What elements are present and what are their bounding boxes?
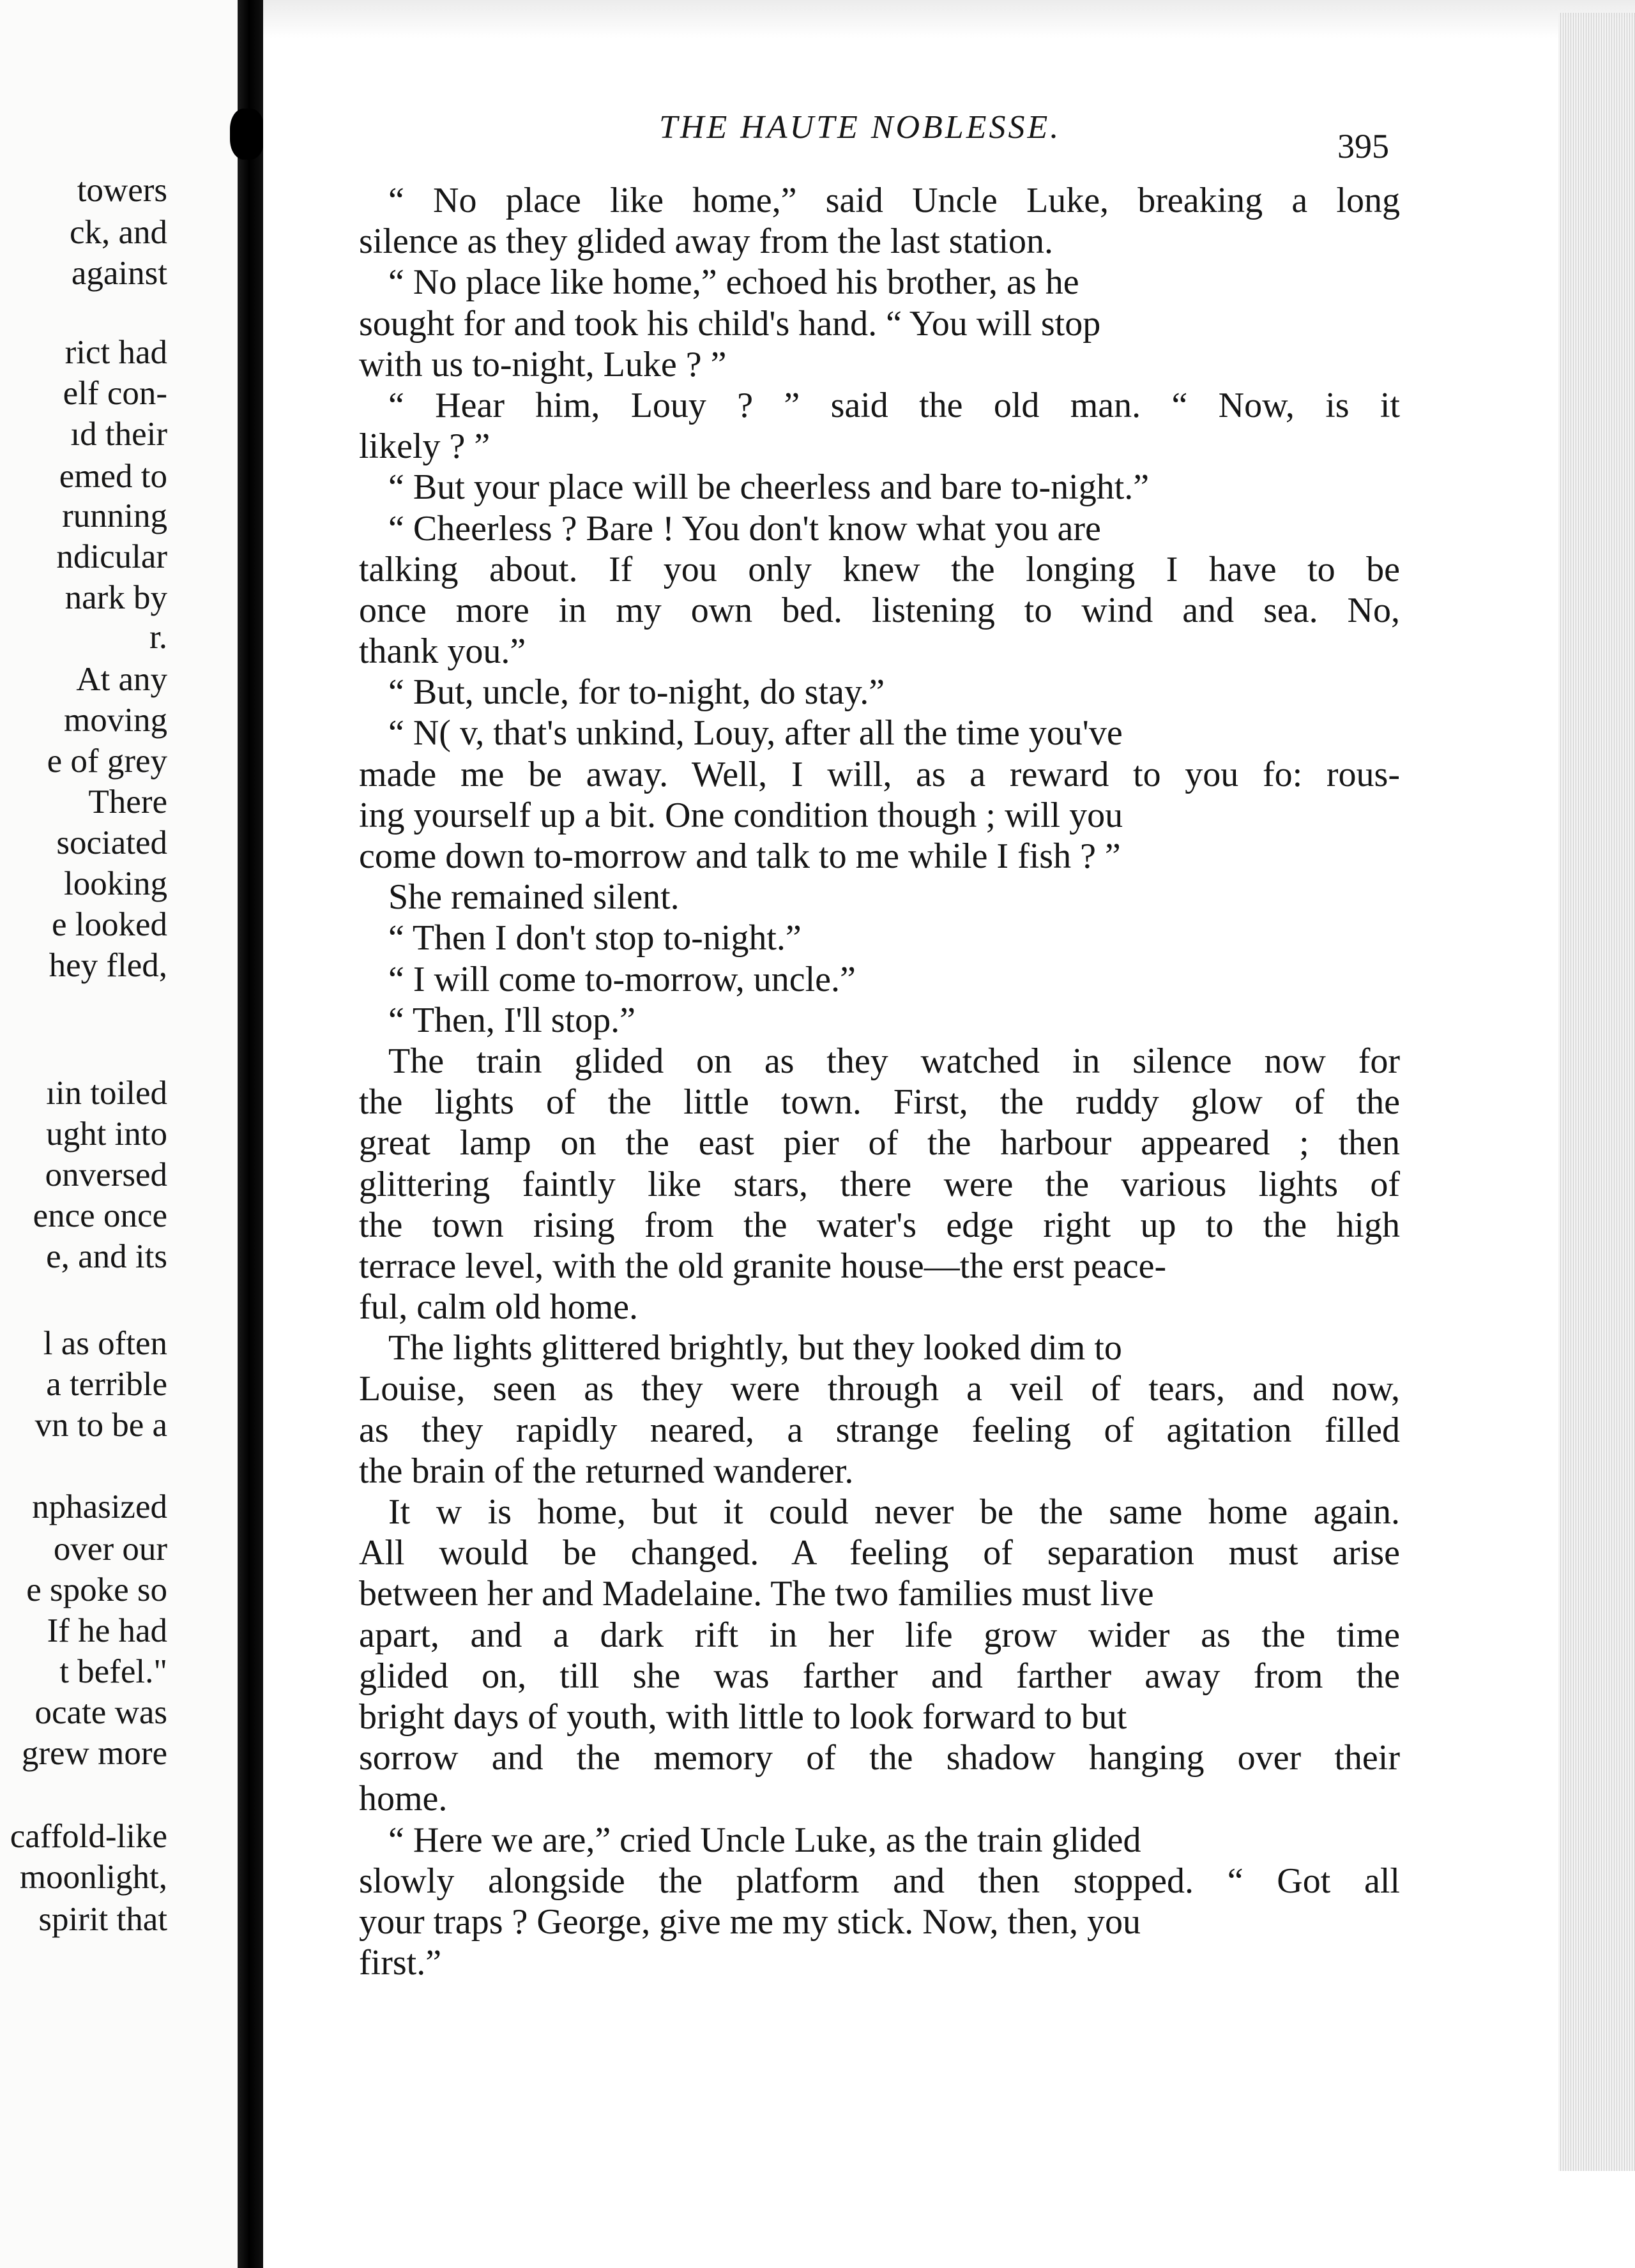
text-line: the brain of the returned wanderer. xyxy=(359,1451,854,1491)
text-line: “ Then, I'll stop.” xyxy=(388,1000,635,1040)
left-page-line: emed to xyxy=(59,458,167,495)
text-line: bright days of youth, with little to look forward to but xyxy=(359,1697,1127,1737)
left-page-line: ught into xyxy=(46,1115,167,1153)
page-number: 395 xyxy=(1337,127,1389,165)
left-page-line: moving xyxy=(64,702,167,739)
left-page-line: t befel." xyxy=(59,1653,167,1690)
text-line: thank you.” xyxy=(359,631,526,672)
text-line: great lamp on the east pier of the harbour appeared ; then xyxy=(359,1123,1400,1163)
text-line: “ Then I don't stop to-night.” xyxy=(388,918,802,958)
text-line: It w is home, but it could never be the same home again. xyxy=(388,1492,1400,1532)
left-page-line: ocate was xyxy=(34,1694,167,1731)
page-edges xyxy=(1558,13,1635,2171)
left-page-line: caffold-like xyxy=(10,1818,167,1855)
text-line: sought for and took his child's hand. “ You will stop xyxy=(359,303,1101,344)
left-page-line: sociated xyxy=(56,824,167,861)
text-line: “ N( v, that's unkind, Louy, after all the time you've xyxy=(388,713,1123,753)
left-page-line: looking xyxy=(64,865,167,902)
text-line: “ No place like home,” said Uncle Luke, breaking a long xyxy=(388,181,1400,220)
text-line: home. xyxy=(359,1779,448,1819)
text-line: “ No place like home,” echoed his brother, as he xyxy=(388,262,1079,303)
text-line: Louise, seen as they were through a veil of tears, and now, xyxy=(359,1369,1400,1409)
left-page-line: At any xyxy=(76,661,167,698)
left-page-line: elf con- xyxy=(63,375,167,412)
left-page-line: over our xyxy=(53,1531,167,1568)
left-page-line: ıd their xyxy=(70,416,167,453)
text-line: “ I will come to-morrow, uncle.” xyxy=(388,959,856,999)
left-page-line: grew more xyxy=(21,1735,167,1772)
text-line: apart, and a dark rift in her life grow wider as the time xyxy=(359,1615,1400,1655)
text-line: with us to-night, Luke ? ” xyxy=(359,344,727,384)
left-page-line: ck, and xyxy=(69,214,167,251)
left-page-line: e spoke so xyxy=(26,1571,167,1608)
text-line: your traps ? George, give me my stick. Now, then, you xyxy=(359,1901,1141,1942)
text-line: talking about. If you only knew the longing I have to be xyxy=(359,549,1400,589)
text-line: ful, calm old home. xyxy=(359,1287,639,1327)
text-line: “ Here we are,” cried Uncle Luke, as the train glided xyxy=(388,1820,1141,1860)
left-page-line: rict had xyxy=(65,334,167,371)
left-page-line: a terrible xyxy=(46,1366,167,1403)
page-top-shadow xyxy=(263,0,1635,38)
left-page-line: If he had xyxy=(47,1612,167,1649)
text-line: The lights glittered brightly, but they looked dim to xyxy=(388,1328,1122,1368)
left-page-line: against xyxy=(71,255,167,292)
text-line: glided on, till she was farther and farther away from the xyxy=(359,1656,1400,1696)
text-line: as they rapidly neared, a strange feeling of agitation filled xyxy=(359,1410,1400,1450)
right-page xyxy=(263,0,1635,2268)
text-line: glittering faintly like stars, there were the various lights of xyxy=(359,1164,1400,1204)
text-line: “ Cheerless ? Bare ! You don't know what you are xyxy=(388,508,1101,548)
left-page-line: There xyxy=(88,783,167,820)
text-line: ing yourself up a bit. One condition though ; will you xyxy=(359,795,1123,835)
text-line: between her and Madelaine. The two families must live xyxy=(359,1574,1154,1614)
left-page-line: onversed xyxy=(45,1156,167,1193)
text-line: “ But your place will be cheerless and bare to-night.” xyxy=(388,467,1150,508)
text-line: slowly alongside the platform and then stopped. “ Got all xyxy=(359,1861,1400,1901)
left-page-line: hey fled, xyxy=(49,947,167,984)
gutter-shadow xyxy=(230,109,264,160)
text-line: the town rising from the water's edge right up to the high xyxy=(359,1205,1400,1245)
text-line: silence as they glided away from the last station. xyxy=(359,222,1054,262)
left-page-line: e looked xyxy=(51,906,167,943)
left-page xyxy=(0,0,238,2268)
left-page-line: nark by xyxy=(65,579,167,616)
text-line: The train glided on as they watched in silence now for xyxy=(388,1041,1400,1081)
text-line: “ But, uncle, for to-night, do stay.” xyxy=(388,672,885,713)
left-page-line: r. xyxy=(149,619,167,656)
left-page-line: ndicular xyxy=(56,538,167,575)
text-line: sorrow and the memory of the shadow hanging over their xyxy=(359,1738,1400,1778)
text-line: terrace level, with the old granite house—the erst peace- xyxy=(359,1246,1167,1286)
text-line: likely ? ” xyxy=(359,427,490,467)
left-page-line: moonlight, xyxy=(19,1859,167,1896)
left-page-line: spirit that xyxy=(38,1901,167,1938)
text-line: come down to-morrow and talk to me while I fish ? ” xyxy=(359,836,1121,876)
running-head: THE HAUTE NOBLESSE. xyxy=(659,109,1061,146)
book-gutter xyxy=(238,0,263,2268)
text-line: made me be away. Well, I will, as a reward to you fo: rous- xyxy=(359,754,1400,794)
left-page-line: running xyxy=(62,497,167,534)
text-line: the lights of the little town. First, the ruddy glow of the xyxy=(359,1082,1400,1123)
left-page-line: l as often xyxy=(43,1325,167,1362)
text-line: All would be changed. A feeling of separation must arise xyxy=(359,1533,1400,1573)
left-page-line: ıin toiled xyxy=(46,1075,167,1112)
body-text xyxy=(359,180,1400,1983)
text-line: “ Hear him, Louy ? ” said the old man. “ Now, is it xyxy=(388,385,1400,425)
text-line: once more in my own bed. listening to wind and sea. No, xyxy=(359,590,1400,630)
left-page-line: ence once xyxy=(33,1197,167,1234)
text-line: first.” xyxy=(359,1943,442,1983)
left-page-line: e of grey xyxy=(47,743,167,780)
text-line: She remained silent. xyxy=(388,877,680,918)
left-page-line: vn to be a xyxy=(34,1407,167,1444)
left-page-line: e, and its xyxy=(46,1238,167,1275)
left-page-line: nphasized xyxy=(32,1488,167,1525)
left-page-line: towers xyxy=(77,172,167,209)
